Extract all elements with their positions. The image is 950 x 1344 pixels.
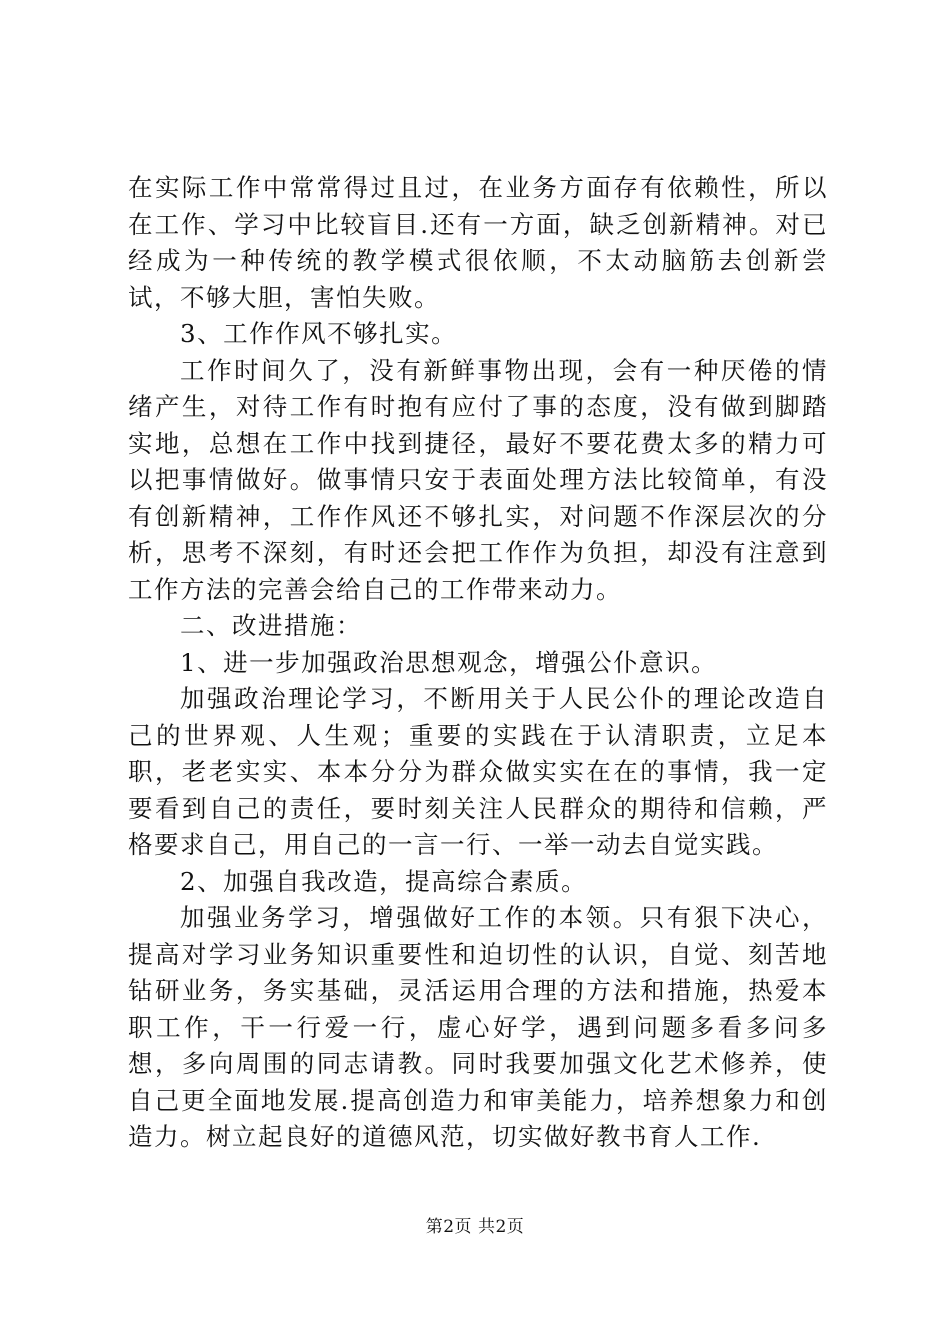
section-heading-self-improvement: 2、加强自我改造，提高综合素质。 (180, 866, 588, 896)
section-heading-work-style: 3、工作作风不够扎实。 (180, 319, 458, 348)
paragraph-work-style: 工作时间久了，没有新鲜事物出现，会有一种厌倦的情绪产生，对待工作有时抱有应付了事的态度，没有做到脚踏实地，总想在工作中找到捷径，最好不要花费太多的精力可以把事情做好。做事情只安于表面处理方法比较简单，有没有创新精神，工作作风还不够扎实，对问题不作深层次的分析，思考不深刻，有时还会把工作作为负担，却没有注意到工作方法的完善会给自己的工作带来动力。 (128, 355, 828, 604)
paragraph-continuation: 在实际工作中常常得过且过，在业务方面存有依赖性，所以在工作、学习中比较盲目.还有一方面，缺乏创新精神。对已经成为一种传统的教学模式很依顺，不太动脑筋去创新尝试，不够大胆，害怕失败。 (128, 173, 828, 312)
page-number-footer: 第2页 共2页 (425, 1217, 525, 1237)
section-heading-political-thought: 1、进一步加强政治思想观念，增强公仆意识。 (180, 647, 718, 677)
section-heading-improvement-measures: 二、改进措施： (180, 611, 362, 640)
paragraph-political-thought: 加强政治理论学习，不断用关于人民公仆的理论改造自己的世界观、人生观；重要的实践在于认清职责，立足本职，老老实实、本本分分为群众做实实在在的事情，我一定要看到自己的责任，要时刻关注人民群众的期待和信赖，严格要求自己，用自己的一言一行、一举一动去自觉实践。 (128, 684, 828, 859)
paragraph-self-improvement: 加强业务学习，增强做好工作的本领。只有狠下决心，提高对学习业务知识重要性和迫切性的认识，自觉、刻苦地钻研业务，务实基础，灵活运用合理的方法和措施，热爱本职工作，干一行爱一行，虚心好学，遇到问题多看多问多想，多向周围的同志请教。同时我要加强文化艺术修养，使自己更全面地发展.提高创造力和审美能力，培养想象力和创造力。树立起良好的道德风范，切实做好教书育人工作. (128, 903, 828, 1151)
document-body (128, 170, 828, 1156)
